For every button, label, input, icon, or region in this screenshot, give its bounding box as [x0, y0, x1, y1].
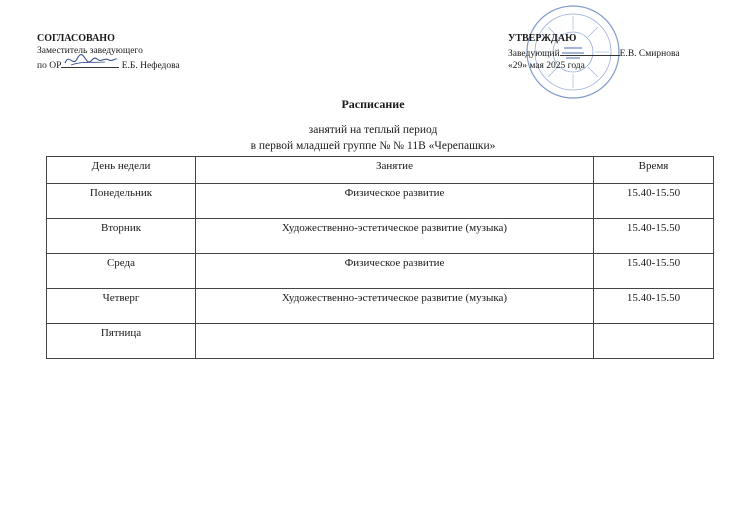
header-activity: Занятие: [196, 157, 594, 184]
header-day: День недели: [47, 157, 196, 184]
table-row: [47, 254, 714, 289]
document-group-line: в первой младшей группе № № 11В «Черепашки»: [250, 140, 496, 152]
cell-time: 15.40-15.50: [594, 289, 714, 324]
director-name: Е.В. Смирнова: [619, 49, 680, 59]
document-title: Расписание: [341, 97, 405, 111]
cell-activity: Художественно-эстетическое развитие (музыка): [196, 289, 594, 324]
schedule-table: [46, 156, 714, 359]
approver-prefix: по ОР: [37, 61, 62, 71]
cell-day: Вторник: [47, 219, 196, 254]
table-row: [47, 219, 714, 254]
signature-line: [61, 57, 119, 68]
cell-activity: Физическое развитие: [196, 254, 594, 289]
approver-name: Е.Б. Нефедова: [121, 61, 180, 71]
cell-time: 15.40-15.50: [594, 219, 714, 254]
cell-day: Пятница: [47, 324, 196, 359]
table-row: [47, 289, 714, 324]
cell-activity: [196, 324, 594, 359]
director-position: Заведующий: [508, 49, 560, 59]
director-line: [508, 45, 738, 60]
table-row: [47, 324, 714, 359]
cell-activity: Физическое развитие: [196, 184, 594, 219]
cell-day: Четверг: [47, 289, 196, 324]
director-signature-line: [560, 45, 620, 56]
cell-time: 15.40-15.50: [594, 184, 714, 219]
cell-day: Понедельник: [47, 184, 196, 219]
cell-time: [594, 324, 714, 359]
document-subtitle: занятий на теплый период: [308, 124, 438, 136]
cell-time: 15.40-15.50: [594, 254, 714, 289]
cell-activity: Художественно-эстетическое развитие (музыка): [196, 219, 594, 254]
approval-date: «29» мая 2025 года: [508, 61, 585, 71]
cell-day: Среда: [47, 254, 196, 289]
table-header-row: [47, 157, 714, 184]
approved-heading: СОГЛАСОВАНО: [37, 33, 115, 44]
approval-block-left: [37, 33, 180, 72]
approver-position: Заместитель заведующего: [37, 46, 143, 56]
approve-heading: УТВЕРЖДАЮ: [508, 33, 577, 44]
table-row: [47, 184, 714, 219]
handwritten-signature: [61, 51, 119, 69]
approver-line: [37, 57, 180, 72]
header-time: Время: [594, 157, 714, 184]
approval-block-right: [508, 33, 738, 72]
